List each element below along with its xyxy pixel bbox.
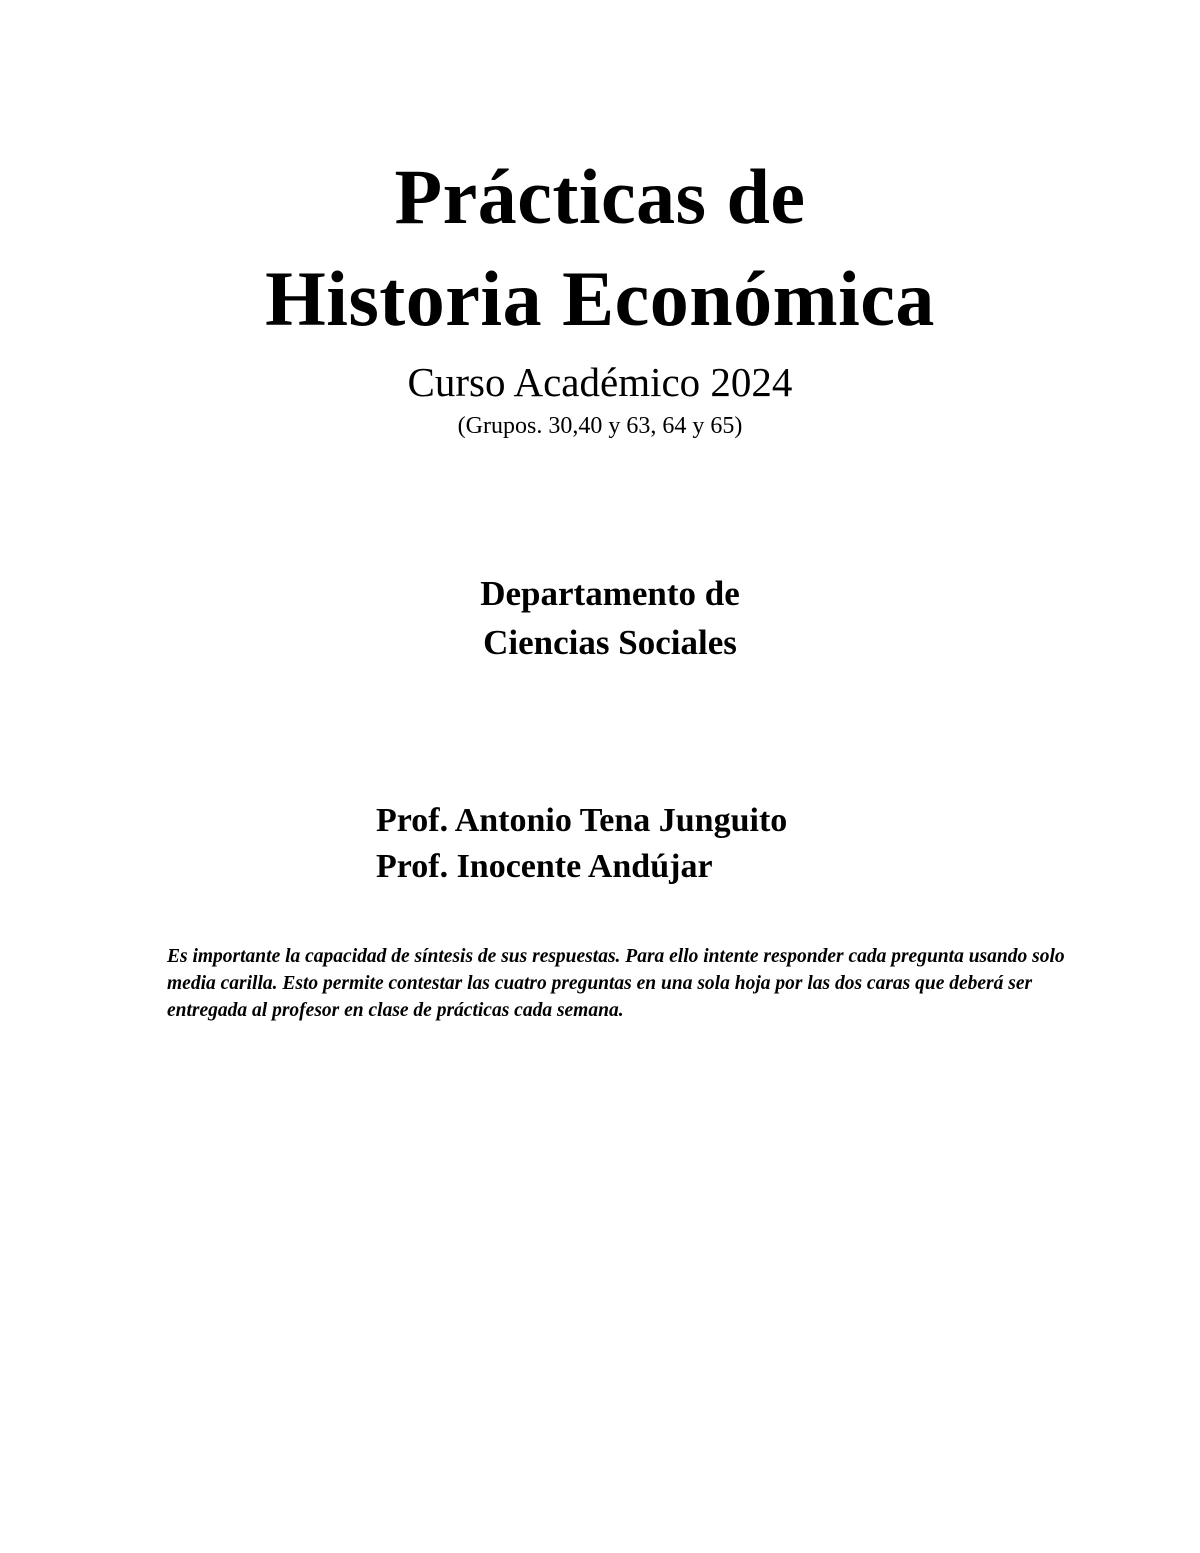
groups-info: (Grupos. 30,40 y 63, 64 y 65) (457, 413, 743, 439)
instructions-note: Es importante la capacidad de síntesis de sus respuestas. Para ello intente responder cada pregunta usando solo media carilla. Esto permite contestar las cuatro preguntas en una sola hoja por las dos caras que deberá ser entregada al profesor en clase de prácticas cada semana. (167, 946, 1065, 1021)
subtitle: Curso Académico 2024 (407, 359, 793, 405)
title-line-2: Historia Económica (265, 255, 935, 342)
title-line-1: Prácticas de (394, 153, 806, 240)
department-line-2: Ciencias Sociales (483, 623, 737, 662)
professor-2: Prof. Inocente Andújar (376, 848, 713, 885)
professor-1: Prof. Antonio Tena Junguito (376, 802, 788, 839)
department-line-1: Departamento de (480, 574, 740, 613)
